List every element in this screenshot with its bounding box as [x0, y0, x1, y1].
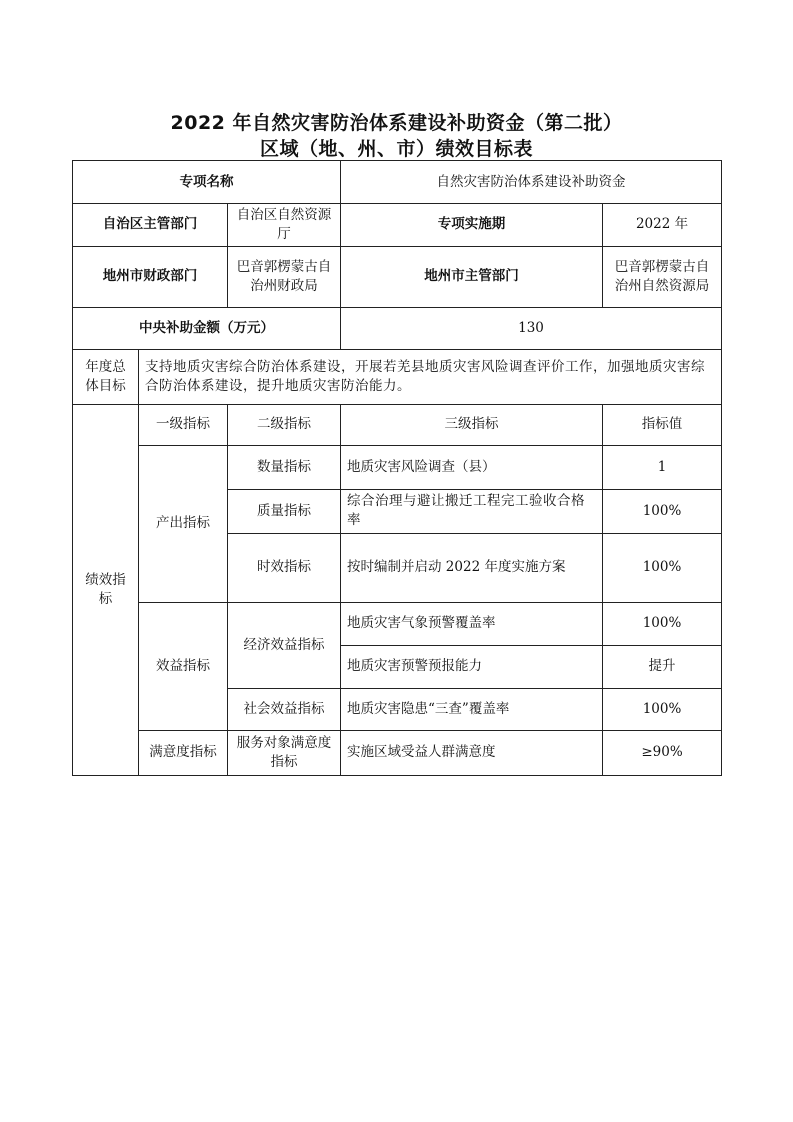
col-header-level3: 三级指标	[341, 404, 603, 445]
goal-label: 年度总体目标	[73, 349, 139, 404]
indicator-row-value: 提升	[603, 645, 722, 688]
indicator-group-label: 绩效指标	[73, 404, 139, 775]
indicator-row-name: 综合治理与避让搬迁工程完工验收合格率	[341, 489, 603, 533]
indicator-row-value: 100%	[603, 602, 722, 645]
indicator-row-value: 1	[603, 445, 722, 489]
document-title-line2: 区域（地、州、市）绩效目标表	[259, 138, 533, 160]
col-header-value: 指标值	[603, 404, 722, 445]
region-dept-label: 自治区主管部门	[73, 204, 228, 247]
service-indicator-label: 服务对象满意度指标	[228, 730, 341, 775]
indicator-row-value: 100%	[603, 688, 722, 730]
project-name-label: 专项名称	[73, 161, 341, 204]
indicator-row-value: ≥90%	[603, 730, 722, 775]
output-indicator-label: 产出指标	[139, 445, 228, 602]
document-title-line1: 2022 年自然灾害防治体系建设补助资金（第二批）	[170, 112, 623, 134]
quantity-indicator-label: 数量指标	[228, 445, 341, 489]
col-header-level1: 一级指标	[139, 404, 228, 445]
quality-indicator-label: 质量指标	[228, 489, 341, 533]
indicator-row-name: 实施区域受益人群满意度	[341, 730, 603, 775]
indicator-row-name: 地质灾害预警预报能力	[341, 645, 603, 688]
period-label: 专项实施期	[341, 204, 603, 247]
indicator-row-name: 地质灾害隐患“三查”覆盖率	[341, 688, 603, 730]
goal-text: 支持地质灾害综合防治体系建设，开展若羌县地质灾害风险调查评价工作，加强地质灾害综合防治体系建设，提升地质灾害防治能力。	[139, 349, 722, 404]
performance-target-table	[72, 160, 722, 776]
indicator-row-name: 地质灾害气象预警覆盖率	[341, 602, 603, 645]
social-indicator-label: 社会效益指标	[228, 688, 341, 730]
amount-label: 中央补助金额（万元）	[73, 307, 341, 349]
period-value: 2022 年	[603, 204, 722, 247]
indicator-row-name: 地质灾害风险调查（县）	[341, 445, 603, 489]
finance-dept-label: 地州市财政部门	[73, 246, 228, 307]
economic-indicator-label: 经济效益指标	[228, 602, 341, 688]
benefit-indicator-label: 效益指标	[139, 602, 228, 730]
indicator-row-value: 100%	[603, 489, 722, 533]
project-name-value: 自然灾害防治体系建设补助资金	[341, 161, 722, 204]
city-dept-value: 巴音郭楞蒙古自治州自然资源局	[603, 246, 722, 307]
amount-value: 130	[341, 307, 722, 349]
finance-dept-value: 巴音郭楞蒙古自治州财政局	[228, 246, 341, 307]
satisfaction-indicator-label: 满意度指标	[139, 730, 228, 775]
indicator-row-name: 按时编制并启动 2022 年度实施方案	[341, 533, 603, 602]
region-dept-value: 自治区自然资源厅	[228, 204, 341, 247]
indicator-row-value: 100%	[603, 533, 722, 602]
col-header-level2: 二级指标	[228, 404, 341, 445]
timeliness-indicator-label: 时效指标	[228, 533, 341, 602]
city-dept-label: 地州市主管部门	[341, 246, 603, 307]
